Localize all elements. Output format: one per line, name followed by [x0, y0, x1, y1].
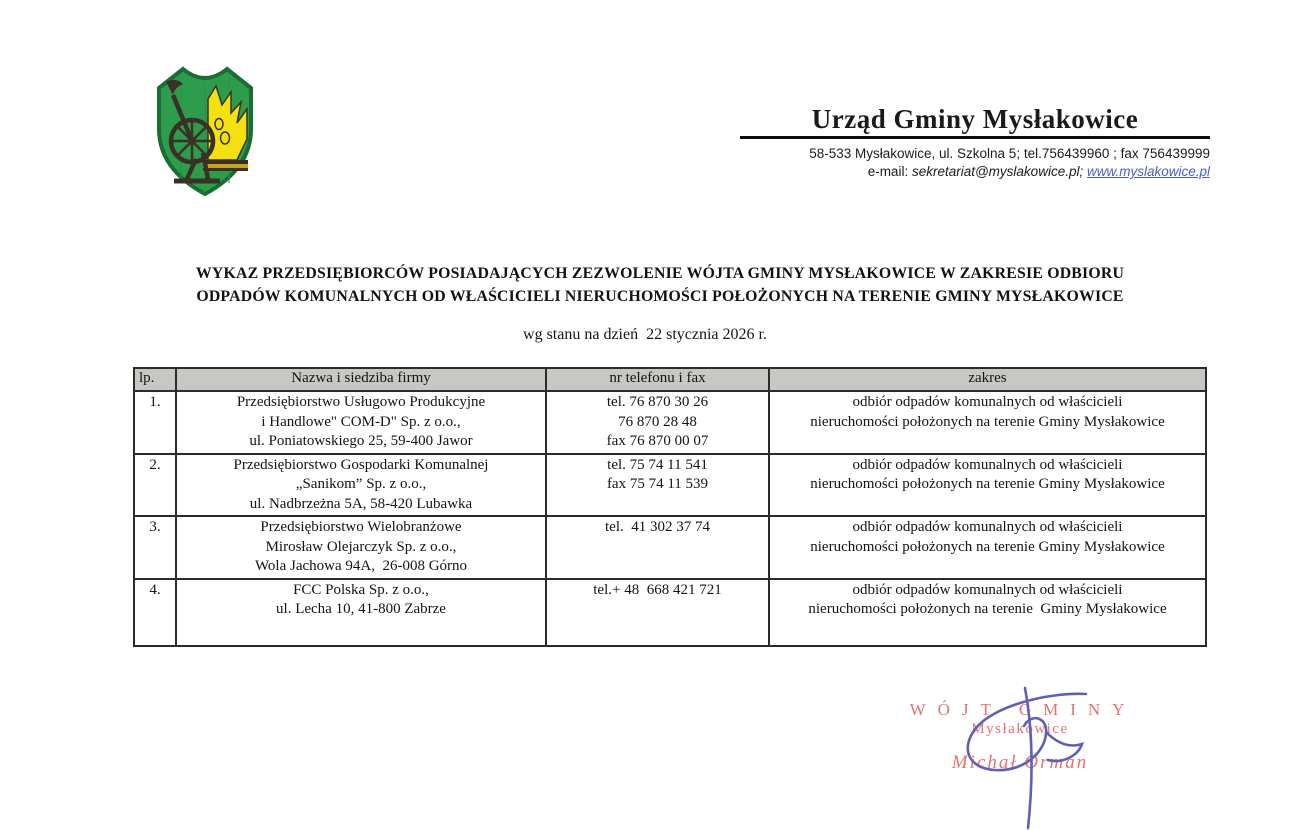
row-number: 4.: [134, 579, 176, 646]
as-of-date: wg stanu na dzień 22 stycznia 2026 r.: [523, 326, 767, 343]
letterhead: [740, 104, 1210, 181]
company-name-address: Przedsiębiorstwo Usługowo Produkcyjne i Handlowe" COM-D" Sp. z o.o., ul. Poniatowskiego 25, 59-400 Jawor: [176, 391, 546, 454]
service-scope: odbiór odpadów komunalnych od właścicieli nieruchomości położonych na terenie Gminy Mysłakowice: [769, 579, 1206, 646]
org-address: 58-533 Mysłakowice, ul. Szkolna 5; tel.756439960 ; fax 756439999: [809, 146, 1210, 161]
phone-fax: tel. 75 74 11 541 fax 75 74 11 539: [546, 454, 769, 517]
stamp-signatory-name: Michał Orman: [951, 752, 1089, 773]
stamp-title: WÓJT GMINY: [909, 700, 1137, 719]
row-number: 2.: [134, 454, 176, 517]
email-label: e-mail:: [867, 164, 912, 179]
column-header-scope: zakres: [769, 368, 1206, 391]
table-row: [134, 454, 1206, 517]
service-scope: odbiór odpadów komunalnych od właścicieli nieruchomości położonych na terenie Gminy Mysłakowice: [769, 516, 1206, 579]
org-contact-line: [740, 163, 1210, 181]
table-row: [134, 579, 1206, 646]
company-name-address: Przedsiębiorstwo Gospodarki Komunalnej „Sanikom” Sp. z o.o., ul. Nadbrzeżna 5A, 58-420 Lubawka: [176, 454, 546, 517]
phone-fax: tel. 41 302 37 74: [546, 516, 769, 579]
column-header-name: Nazwa i siedziba firmy: [176, 368, 546, 391]
coat-of-arms-logo: [146, 60, 264, 200]
table-header-row: [134, 368, 1206, 391]
company-name-address: Przedsiębiorstwo Wielobranżowe Mirosław Olejarczyk Sp. z o.o., Wola Jachowa 94A, 26-008 Górno: [176, 516, 546, 579]
title-line-1: WYKAZ PRZEDSIĘBIORCÓW POSIADAJĄCYCH ZEZWOLENIE WÓJTA GMINY MYSŁAKOWICE W ZAKRESIE ODBIORU: [195, 265, 1125, 282]
row-number: 1.: [134, 391, 176, 454]
table-row: [134, 516, 1206, 579]
companies-table: [133, 367, 1207, 647]
handwritten-signature: [928, 686, 1118, 830]
org-name: Urząd Gminy Mysłakowice: [740, 104, 1210, 139]
email-address: sekretariat@myslakowice.pl;: [911, 164, 1087, 179]
phone-fax: tel.+ 48 668 421 721: [546, 579, 769, 646]
row-number: 3.: [134, 516, 176, 579]
column-header-lp: lp.: [134, 368, 176, 391]
table-row: [134, 391, 1206, 454]
company-name-address: FCC Polska Sp. z o.o., ul. Lecha 10, 41-800 Zabrze: [176, 579, 546, 646]
phone-fax: tel. 76 870 30 26 76 870 28 48 fax 76 870 00 07: [546, 391, 769, 454]
column-header-phone: nr telefonu i fax: [546, 368, 769, 391]
website-link[interactable]: www.myslakowice.pl: [1086, 164, 1210, 179]
document-title: [100, 262, 1220, 308]
service-scope: odbiór odpadów komunalnych od właścicieli nieruchomości położonych na terenie Gminy Mysłakowice: [769, 391, 1206, 454]
title-line-2: ODPADÓW KOMUNALNYCH OD WŁAŚCICIELI NIERUCHOMOŚCI POŁOŻONYCH NA TERENIE GMINY MYSŁAKOWICE: [196, 288, 1124, 305]
table-body: [134, 391, 1206, 646]
stamp-municipality: Mysłakowice: [971, 721, 1069, 737]
service-scope: odbiór odpadów komunalnych od właścicieli nieruchomości położonych na terenie Gminy Mysłakowice: [769, 454, 1206, 517]
